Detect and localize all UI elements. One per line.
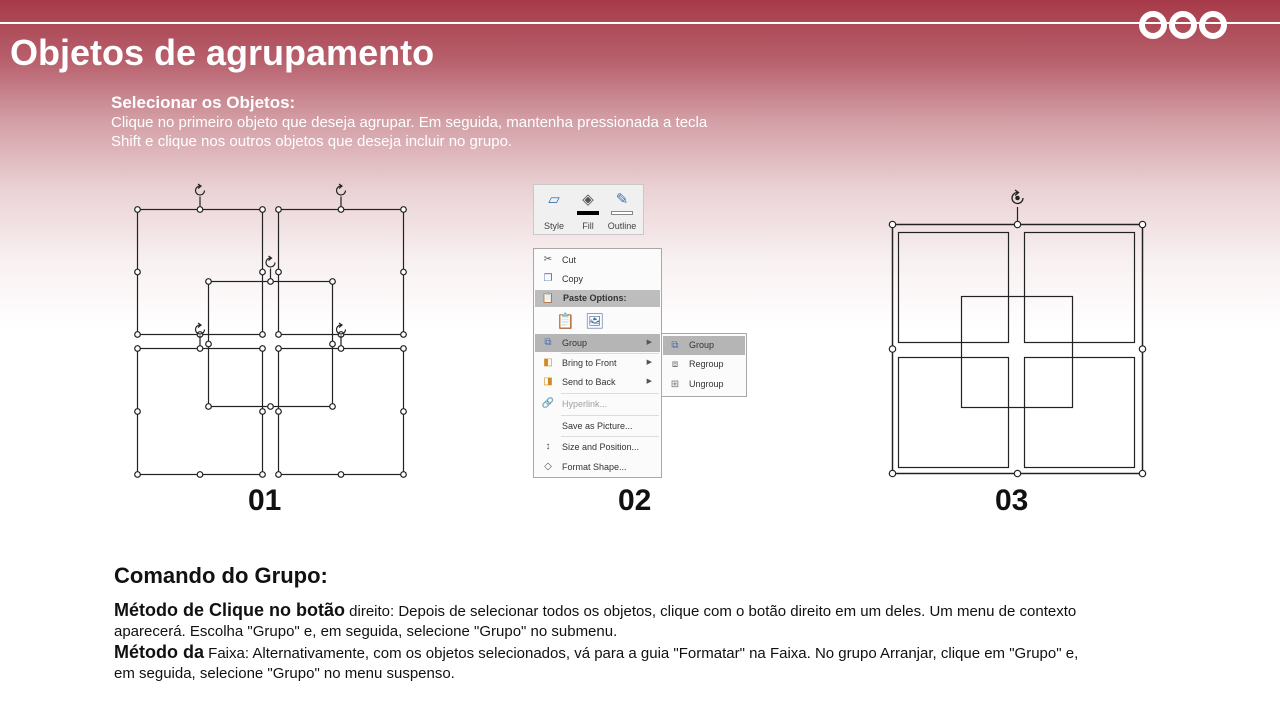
- resize-handle: [276, 472, 282, 478]
- fill-color-bar: [577, 211, 599, 215]
- method-right-click-title: Método de Clique no botão: [114, 600, 345, 620]
- group-icon: ⧉: [671, 340, 679, 351]
- header-divider: [0, 22, 1280, 24]
- selected-shape-5: [209, 282, 333, 407]
- menu-label: Format Shape...: [562, 462, 627, 472]
- resize-handle: [135, 409, 141, 415]
- figure-01-shapes: [130, 180, 415, 482]
- intro-heading: Selecionar os Objetos:: [111, 93, 296, 112]
- size-position-icon: ↕: [545, 441, 551, 452]
- bring-to-front-icon: ◧: [543, 357, 553, 368]
- group-submenu: [661, 333, 747, 397]
- menu-label: Cut: [562, 255, 577, 265]
- shape-fill-button[interactable]: [571, 189, 605, 233]
- resize-handle: [197, 207, 203, 213]
- figure-label-01: 01: [248, 484, 282, 517]
- menu-label: Group: [689, 340, 715, 350]
- menu-label: Send to Back: [562, 377, 616, 387]
- menu-paste-options-header: [535, 290, 660, 307]
- resize-handle: [135, 472, 141, 478]
- submenu-arrow-icon: ▶: [646, 339, 652, 346]
- method-ribbon-title: Método da: [114, 642, 204, 662]
- menu-label: Save as Picture...: [562, 421, 633, 431]
- resize-handle: [260, 346, 266, 352]
- ungroup-icon: ⊞: [670, 379, 680, 390]
- intro-block: [111, 93, 731, 151]
- menu-item-size-and-position[interactable]: [535, 438, 660, 456]
- submenu-arrow-icon: ▶: [646, 378, 652, 385]
- resize-handle: [197, 472, 203, 478]
- resize-handle: [206, 279, 212, 285]
- resize-handle: [206, 341, 212, 347]
- resize-handle: [401, 409, 407, 415]
- figure-label-02: 02: [618, 484, 652, 517]
- resize-handle: [276, 269, 282, 275]
- menu-separator: [561, 393, 659, 394]
- send-to-back-icon: ◨: [543, 376, 553, 387]
- shape-outline-button[interactable]: [605, 189, 639, 233]
- resize-handle: [135, 269, 141, 275]
- submenu-item-ungroup[interactable]: [663, 375, 745, 394]
- regroup-icon: ⧈: [671, 359, 679, 370]
- resize-handle: [260, 269, 266, 275]
- resize-handle: [276, 409, 282, 415]
- method-ribbon-paragraph: [114, 642, 1094, 684]
- outline-label: Outline: [607, 221, 637, 231]
- resize-handle: [268, 279, 274, 285]
- resize-handle: [401, 332, 407, 338]
- shape-style-button[interactable]: [537, 189, 571, 233]
- submenu-item-regroup[interactable]: [663, 355, 745, 374]
- resize-handle: [206, 404, 212, 410]
- menu-item-format-shape[interactable]: [535, 458, 660, 476]
- clipboard-icon: 📋: [541, 293, 555, 304]
- resize-handle: [268, 404, 274, 410]
- resize-handle: [260, 332, 266, 338]
- menu-item-copy[interactable]: [535, 270, 660, 288]
- resize-handle: [197, 346, 203, 352]
- menu-item-cut[interactable]: [535, 251, 660, 269]
- context-menu: [533, 248, 662, 478]
- resize-handle: [276, 332, 282, 338]
- menu-label: Group: [562, 338, 588, 348]
- menu-label: Paste Options:: [563, 293, 627, 303]
- figure-03-grouped-shapes: [884, 188, 1152, 483]
- rotate-icon: [1012, 190, 1023, 204]
- submenu-item-group[interactable]: [663, 336, 745, 355]
- selected-shape-3: [138, 349, 263, 475]
- method-right-click-text: direito: Depois de selecionar todos os objetos, clique com o botão direito em um deles. Um menu de contexto aparecerá. Escolha "Grupo" e, em seguida, selecione "Grupo" no submenu.: [114, 603, 1077, 640]
- format-ribbon-group: [533, 184, 644, 235]
- resize-handle: [135, 332, 141, 338]
- section-heading: Comando do Grupo:: [114, 563, 328, 588]
- resize-handle: [330, 404, 336, 410]
- menu-label: Regroup: [689, 359, 724, 369]
- submenu-arrow-icon: ▶: [646, 359, 652, 366]
- menu-separator: [561, 415, 659, 416]
- resize-handle: [330, 341, 336, 347]
- menu-separator: [561, 436, 659, 437]
- menu-item-bring-to-front[interactable]: [535, 354, 660, 372]
- fill-bucket-icon: ◈: [582, 191, 594, 208]
- paste-keep-formatting-icon[interactable]: 📋: [556, 313, 575, 330]
- resize-handle: [338, 346, 344, 352]
- shape-style-icon: ▱: [548, 191, 560, 208]
- resize-handle: [401, 269, 407, 275]
- resize-handle: [260, 207, 266, 213]
- menu-label: Ungroup: [689, 379, 724, 389]
- paste-picture-icon[interactable]: 🖼: [585, 313, 605, 330]
- outline-pen-icon: ✎: [615, 191, 629, 208]
- logo-rings-icon: [1136, 8, 1232, 42]
- menu-label: Bring to Front: [562, 358, 617, 368]
- resize-handle: [135, 207, 141, 213]
- style-label: Style: [543, 221, 564, 231]
- resize-handle: [276, 346, 282, 352]
- menu-label: Copy: [562, 274, 584, 284]
- menu-item-save-as-picture[interactable]: [535, 417, 660, 435]
- resize-handle: [338, 472, 344, 478]
- menu-item-send-to-back[interactable]: [535, 373, 660, 391]
- resize-handle: [260, 472, 266, 478]
- resize-handle: [401, 346, 407, 352]
- fill-label: Fill: [582, 221, 594, 231]
- selected-shape-2: [279, 210, 404, 335]
- menu-label: Size and Position...: [562, 442, 640, 452]
- link-icon: 🔗: [541, 398, 555, 409]
- menu-label: Hyperlink...: [562, 399, 608, 409]
- group-icon: ⧉: [544, 337, 552, 348]
- resize-handle: [330, 279, 336, 285]
- resize-handle: [401, 207, 407, 213]
- method-right-click-paragraph: [114, 600, 1094, 642]
- format-shape-icon: ◇: [544, 461, 552, 472]
- resize-handle: [260, 409, 266, 415]
- resize-handle: [338, 207, 344, 213]
- outline-color-bar: [611, 211, 633, 215]
- menu-item-group[interactable]: [535, 334, 660, 352]
- scissors-icon: ✂: [543, 254, 553, 265]
- intro-text: Clique no primeiro objeto que deseja agrupar. Em seguida, mantenha pressionada a tecla Shift e clique nos outros objetos que deseja incluir no grupo.: [111, 114, 708, 150]
- selected-shape-4: [279, 349, 404, 475]
- resize-handle: [276, 207, 282, 213]
- copy-icon: ❐: [543, 273, 553, 284]
- selected-shape-1: [138, 210, 263, 335]
- resize-handle: [401, 472, 407, 478]
- figure-label-03: 03: [995, 484, 1029, 517]
- menu-item-hyperlink[interactable]: [535, 395, 660, 413]
- resize-handle: [135, 346, 141, 352]
- page-title: Objetos de agrupamento: [10, 32, 435, 73]
- method-ribbon-text: Faixa: Alternativamente, com os objetos selecionados, vá para a guia "Formatar" na Faixa. No grupo Arranjar, clique em "Grupo" e, em seguida, selecione "Grupo" no menu suspenso.: [114, 645, 1079, 682]
